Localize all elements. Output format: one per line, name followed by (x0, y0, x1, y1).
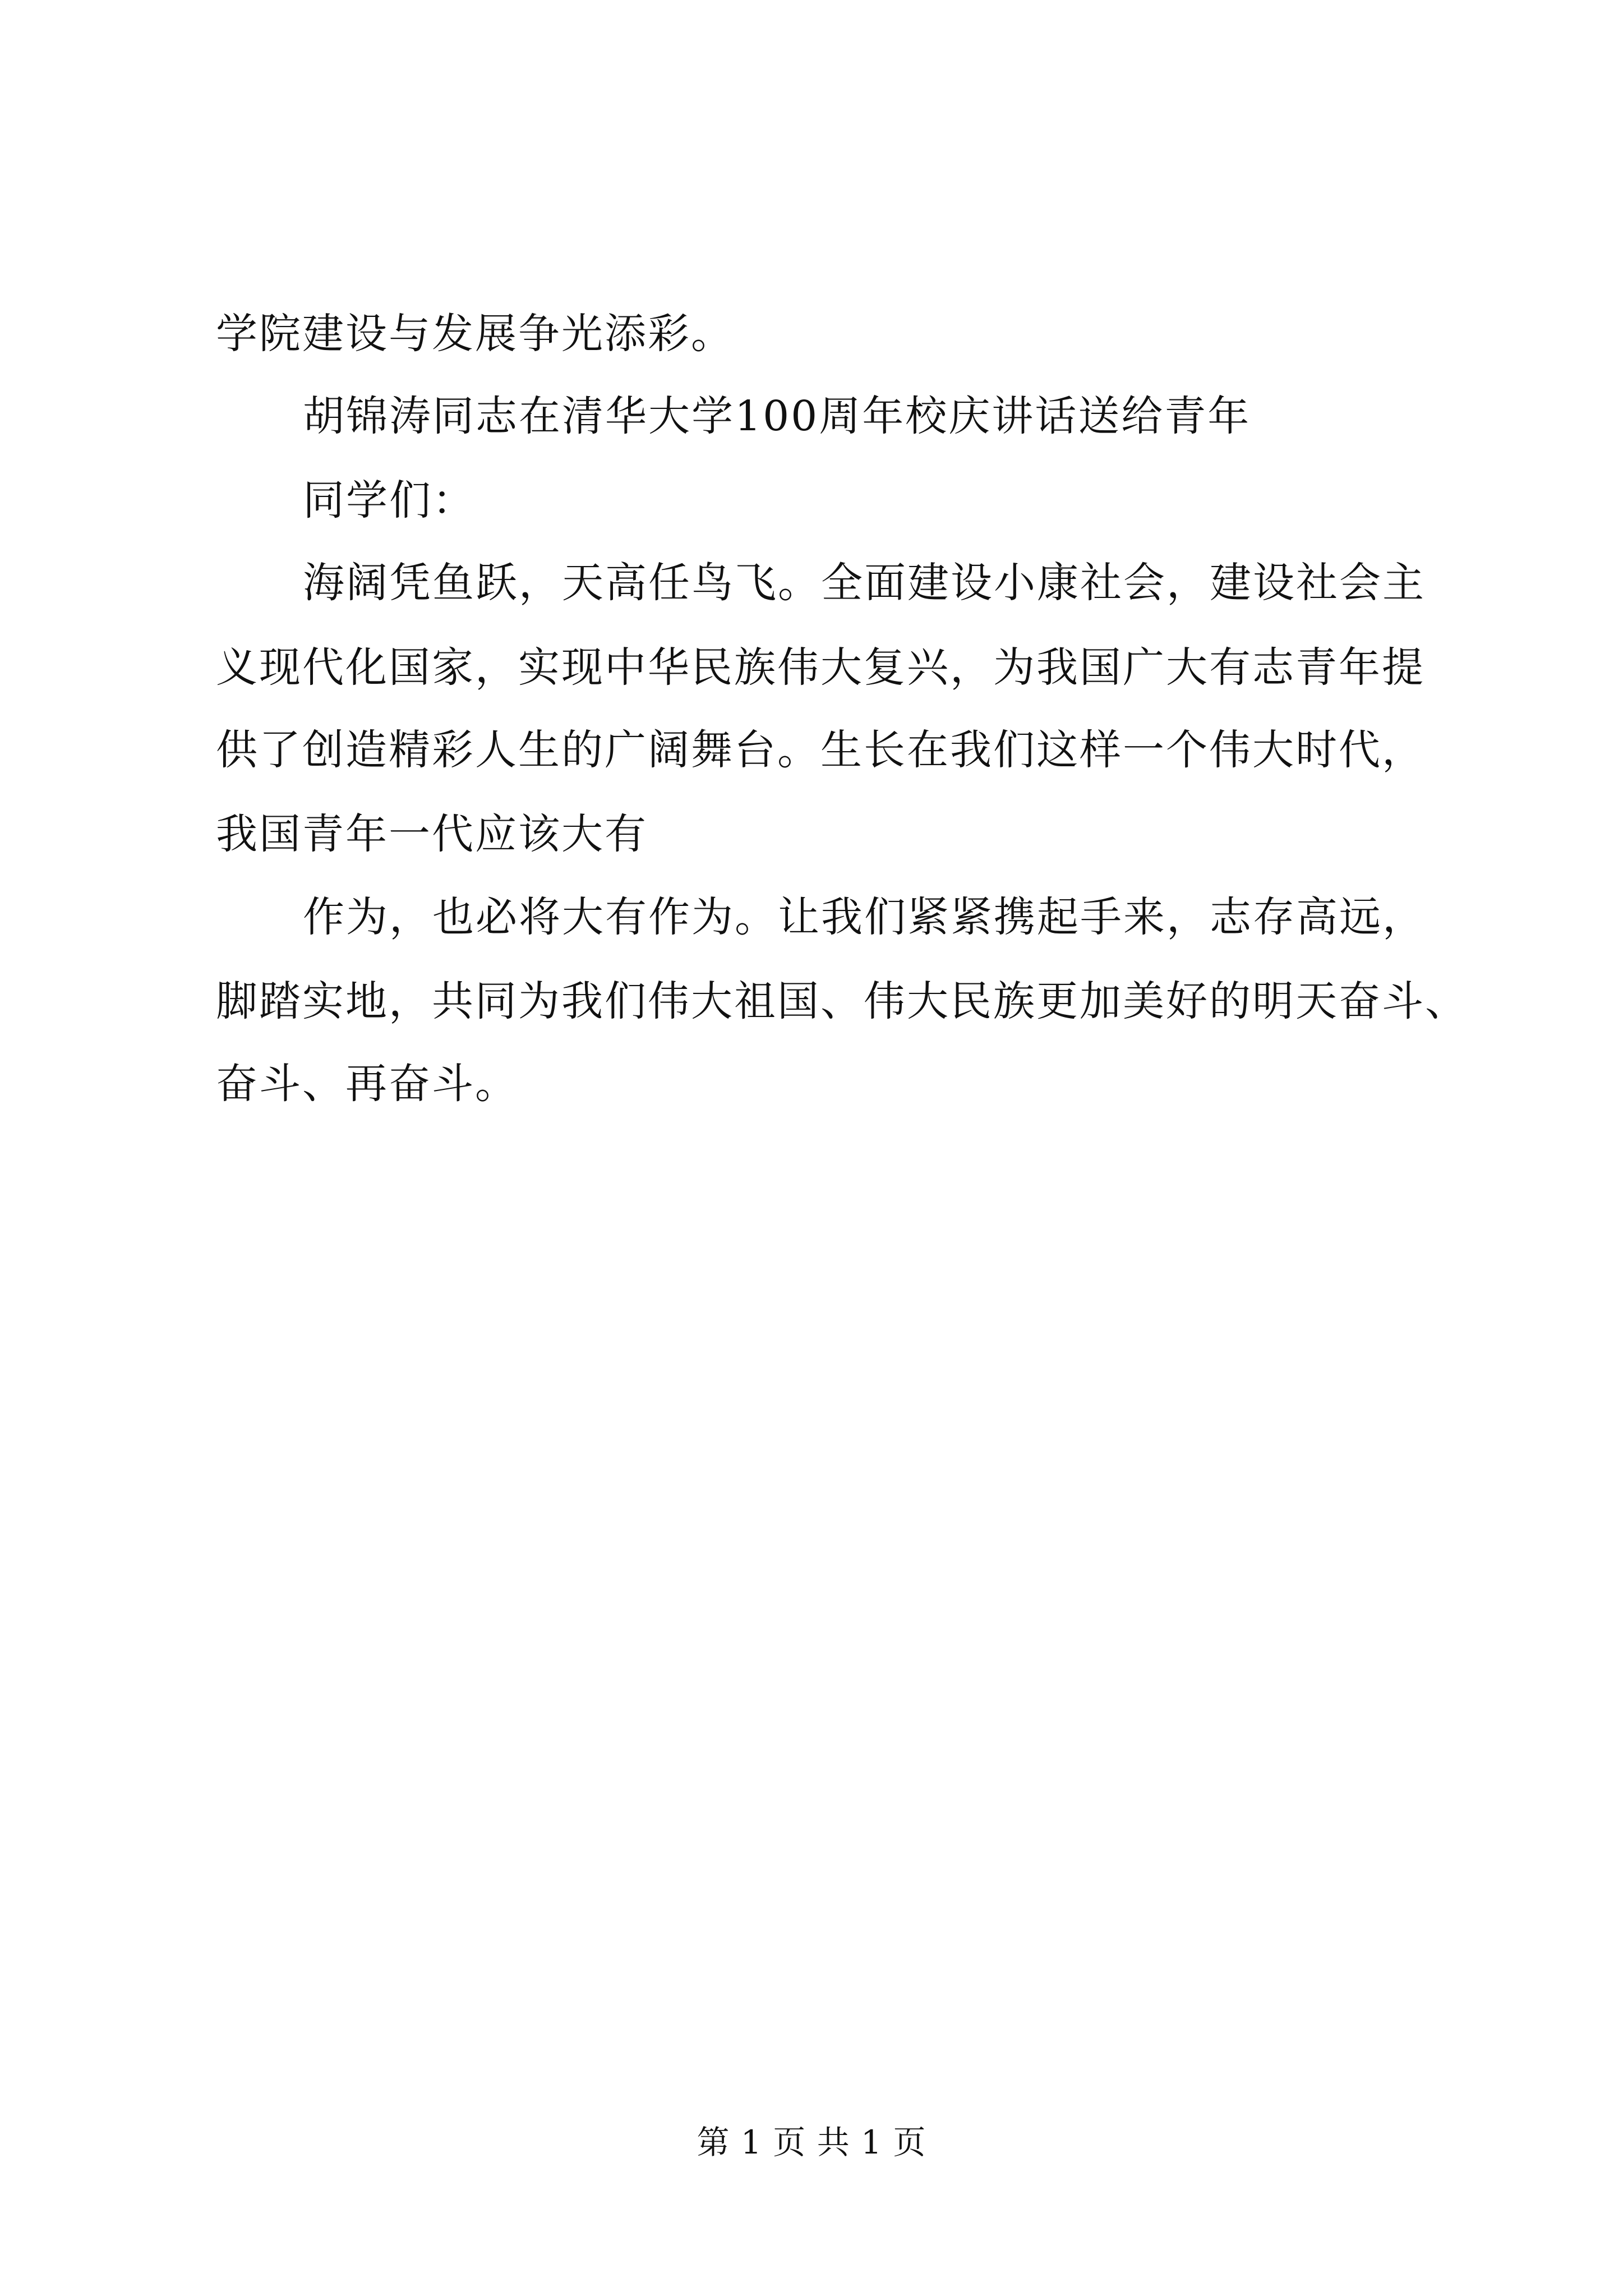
body-line-2: 胡锦涛同志在清华大学100周年校庆讲话送给青年 (303, 392, 1251, 440)
body-line-4: 义现代化国家，实现中华民族伟大复兴，为我国广大有志青年提 (216, 643, 1425, 692)
page-footer: 第 1 页 共 1 页 (697, 2123, 926, 2161)
body-line-8: 脚踏实地，共同为我们伟大祖国、伟大民族更加美好的明天奋斗、 (216, 977, 1468, 1025)
body-line-7: 作为，也必将大有作为。让我们紧紧携起手来，志存高远， (303, 893, 1426, 941)
body-line-9: 奋斗、再奋斗。 (216, 1060, 518, 1108)
salutation-line: 同学们： (303, 476, 476, 524)
body-line-1: 学院建设与发展争光添彩。 (216, 310, 734, 358)
body-line-3: 海阔凭鱼跃，天高任鸟飞。全面建设小康社会，建设社会主 (303, 559, 1426, 607)
body-line-5: 供了创造精彩人生的广阔舞台。生长在我们这样一个伟大时代， (216, 726, 1425, 774)
body-line-6: 我国青年一代应该大有 (216, 810, 648, 858)
